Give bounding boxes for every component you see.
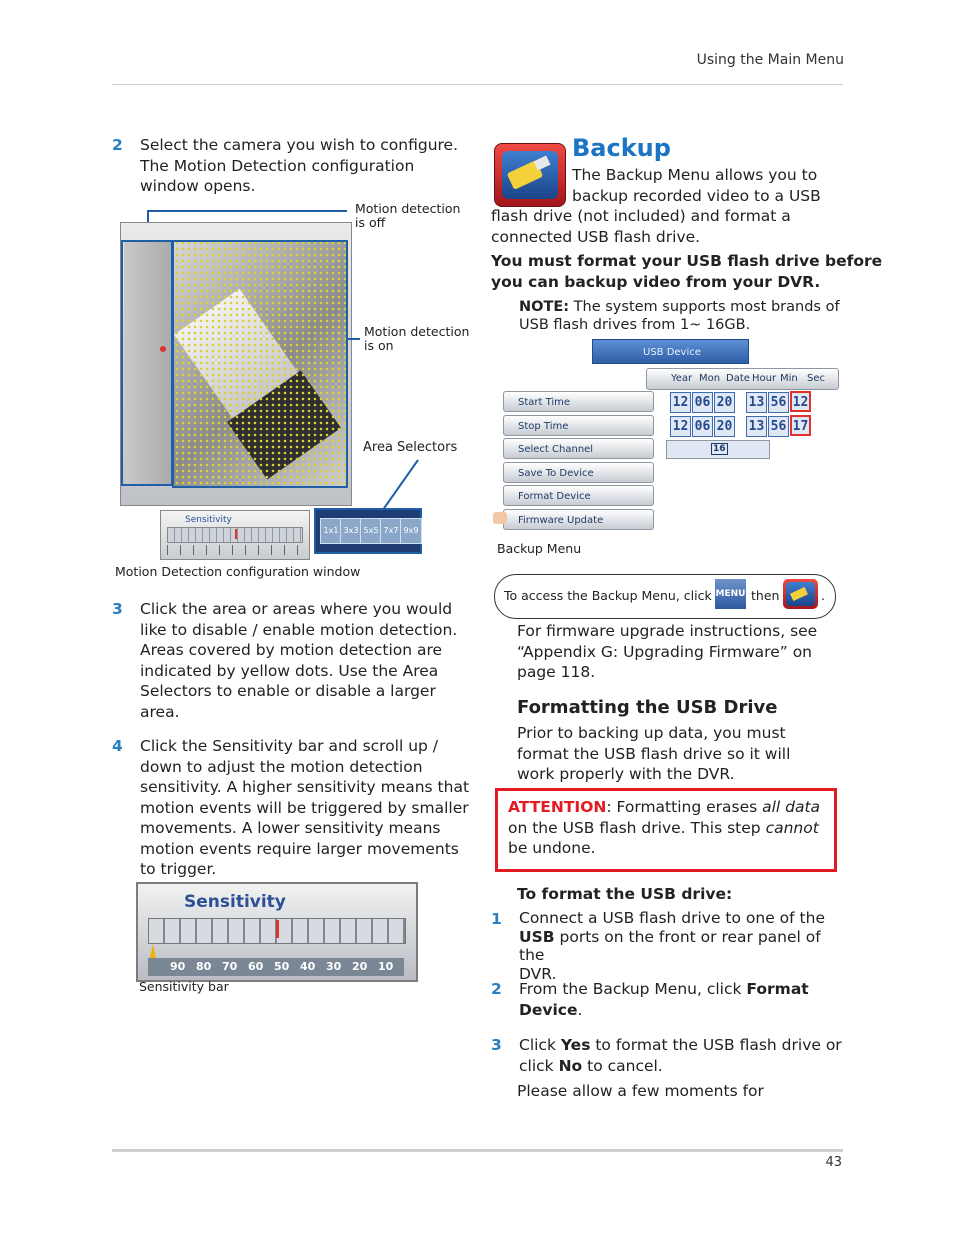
running-header: Using the Main Menu [696, 52, 844, 68]
stop-sec[interactable]: 17 [790, 415, 811, 436]
sensitivity-scale: 90 80 70 60 50 40 30 20 10 [148, 958, 404, 976]
start-month[interactable]: 06 [692, 392, 713, 413]
backup-intro-1: The Backup Menu allows you to backup recorded video to a USB [572, 166, 821, 205]
area-selector-9x9[interactable]: 9x9 [400, 518, 422, 544]
start-time-fields[interactable] [670, 391, 812, 413]
callout-line-on [346, 338, 360, 340]
figure-caption-sensitivity: Sensitivity bar [139, 979, 229, 994]
note: NOTE: The system supports most brands of USB flash drives from 1~ 16GB. [519, 299, 840, 333]
motion-off-region [121, 240, 173, 486]
format-warning: You must format your USB flash drive before you can backup video from your DVR. [491, 252, 883, 291]
hand-cursor-icon [493, 512, 507, 524]
format-intro: Prior to backing up data, you must format the USB flash drive so it will work properly with the DVR. [517, 724, 791, 783]
format-step-1: 1 Connect a USB flash drive to one of the USB ports on the front or rear panel of the DVR. [491, 909, 825, 983]
time-header-bar: Year Mon Date Hour Min Sec [646, 368, 839, 390]
channel-field[interactable]: 16 [666, 440, 770, 459]
figure-caption-motion: Motion Detection configuration window [115, 564, 361, 579]
select-channel-button[interactable]: Select Channel [503, 438, 654, 459]
stop-month[interactable]: 06 [692, 416, 713, 437]
area-selectors [314, 508, 422, 554]
start-sec[interactable]: 12 [790, 391, 811, 412]
start-min[interactable]: 56 [768, 392, 789, 413]
section-title-backup: Backup [572, 134, 671, 162]
start-date[interactable]: 20 [714, 392, 735, 413]
firmware-update-button[interactable]: Firmware Update [503, 509, 654, 530]
attention-label: ATTENTION [508, 798, 607, 816]
step-2: 2 Select the camera you wish to configure. The Motion Detection configuration window opens. [112, 136, 459, 195]
backup-intro-2: flash drive (not included) and format a connected USB flash drive. [491, 207, 791, 246]
header-rule [112, 84, 843, 85]
stop-date[interactable]: 20 [714, 416, 735, 437]
usb-device-title: USB Device [592, 339, 749, 364]
sensitivity-bar-panel [136, 882, 418, 982]
area-selector-5x5[interactable]: 5x5 [360, 518, 382, 544]
closing-text: Please allow a few moments for [517, 1082, 764, 1100]
small-sensitivity-bar[interactable]: Sensitivity [160, 510, 310, 560]
area-selector-3x3[interactable]: 3x3 [340, 518, 362, 544]
callout-area-selectors: Area Selectors [363, 440, 458, 455]
sensitivity-marker[interactable] [276, 920, 279, 938]
start-time-button[interactable]: Start Time [503, 391, 654, 412]
firmware-note: For firmware upgrade instructions, see “Appendix G: Upgrading Firmware” on page 118. [517, 622, 818, 681]
callout-line-off [147, 210, 347, 212]
format-step-2: 2 From the Backup Menu, click Format Device. [491, 980, 809, 1019]
area-selector-1x1[interactable]: 1x1 [320, 518, 342, 544]
save-to-device-button[interactable]: Save To Device [503, 462, 654, 483]
attention-box: ATTENTION: Formatting erases all data on the USB flash drive. This step cannot be undone. [495, 788, 837, 872]
step-3: 3 Click the area or areas where you would like to disable / enable motion detection. Areas covered by motion detection are indicated by yellow dots. Use the Area Selectors to enable or disable a larger area. [112, 600, 458, 721]
procedure-heading: To format the USB drive: [517, 885, 733, 903]
stop-min[interactable]: 56 [768, 416, 789, 437]
footer-rule [112, 1149, 843, 1152]
step-4: 4 Click the Sensitivity bar and scroll up / down to adjust the motion detection sensitivity. A higher sensitivity means that motion events will be triggered by smaller movements. A lower sensitivity means motion events require larger movements to trigger. [112, 737, 470, 878]
callout-motion-off: Motion detection is off [355, 201, 461, 230]
small-sensitivity-marker[interactable] [235, 529, 237, 539]
sensitivity-pointer-icon [150, 944, 156, 958]
page-number: 43 [825, 1155, 842, 1170]
backup-icon [494, 143, 566, 207]
backup-icon-small[interactable] [783, 579, 818, 609]
format-device-button[interactable]: Format Device [503, 485, 654, 506]
area-selector-7x7[interactable]: 7x7 [380, 518, 402, 544]
callout-motion-on: Motion detection is on [364, 324, 470, 353]
stop-time-fields[interactable] [670, 415, 812, 437]
motion-on-region [172, 240, 348, 488]
start-year[interactable]: 12 [670, 392, 691, 413]
stop-year[interactable]: 12 [670, 416, 691, 437]
subsection-title-format: Formatting the USB Drive [517, 697, 778, 718]
access-instruction: To access the Backup Menu, click MENU then . [494, 574, 836, 619]
menu-icon[interactable]: MENU [715, 579, 746, 609]
small-sensitivity-scale [167, 545, 301, 555]
start-hour[interactable]: 13 [746, 392, 767, 413]
stop-hour[interactable]: 13 [746, 416, 767, 437]
figure-caption-backup: Backup Menu [497, 541, 582, 556]
stop-time-button[interactable]: Stop Time [503, 415, 654, 436]
sensitivity-title: Sensitivity [184, 892, 286, 912]
format-step-3: 3 Click Yes to format the USB flash drive or click No to cancel. [491, 1036, 842, 1075]
